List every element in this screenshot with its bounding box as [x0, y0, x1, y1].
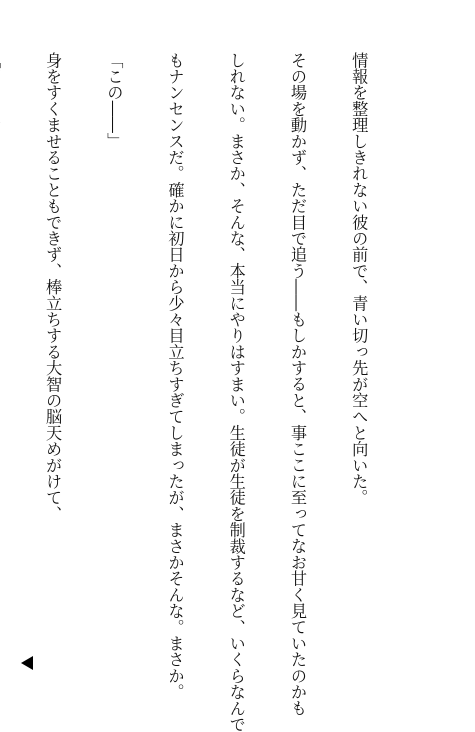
- text-line: 身をすくませることもできず、棒立ちする大智の脳天めがけて、: [43, 52, 63, 522]
- dialogue-line: [0, 52, 1, 632]
- text-line: もナンセンスだ。確かに初日から少々目立ちすぎてしまったが、まさかそんな。まさか。: [165, 52, 185, 700]
- previous-page-arrow-icon[interactable]: [21, 656, 33, 670]
- vertical-text-body: [0, 52, 409, 732]
- text-line: その場を動かず、ただ目で追う――もしかすると、事ここに至ってなお甘く見ていたのかも: [287, 52, 307, 717]
- dialogue-line: 「この――」: [104, 52, 124, 150]
- text-line: 情報を整理しきれない彼の前で、青い切っ先が空へと向いた。: [349, 52, 369, 506]
- text-line: しれない。まさか、そんな、本当にやりはすまい。生徒が生徒を制裁するなど、いくらなんで: [226, 52, 246, 732]
